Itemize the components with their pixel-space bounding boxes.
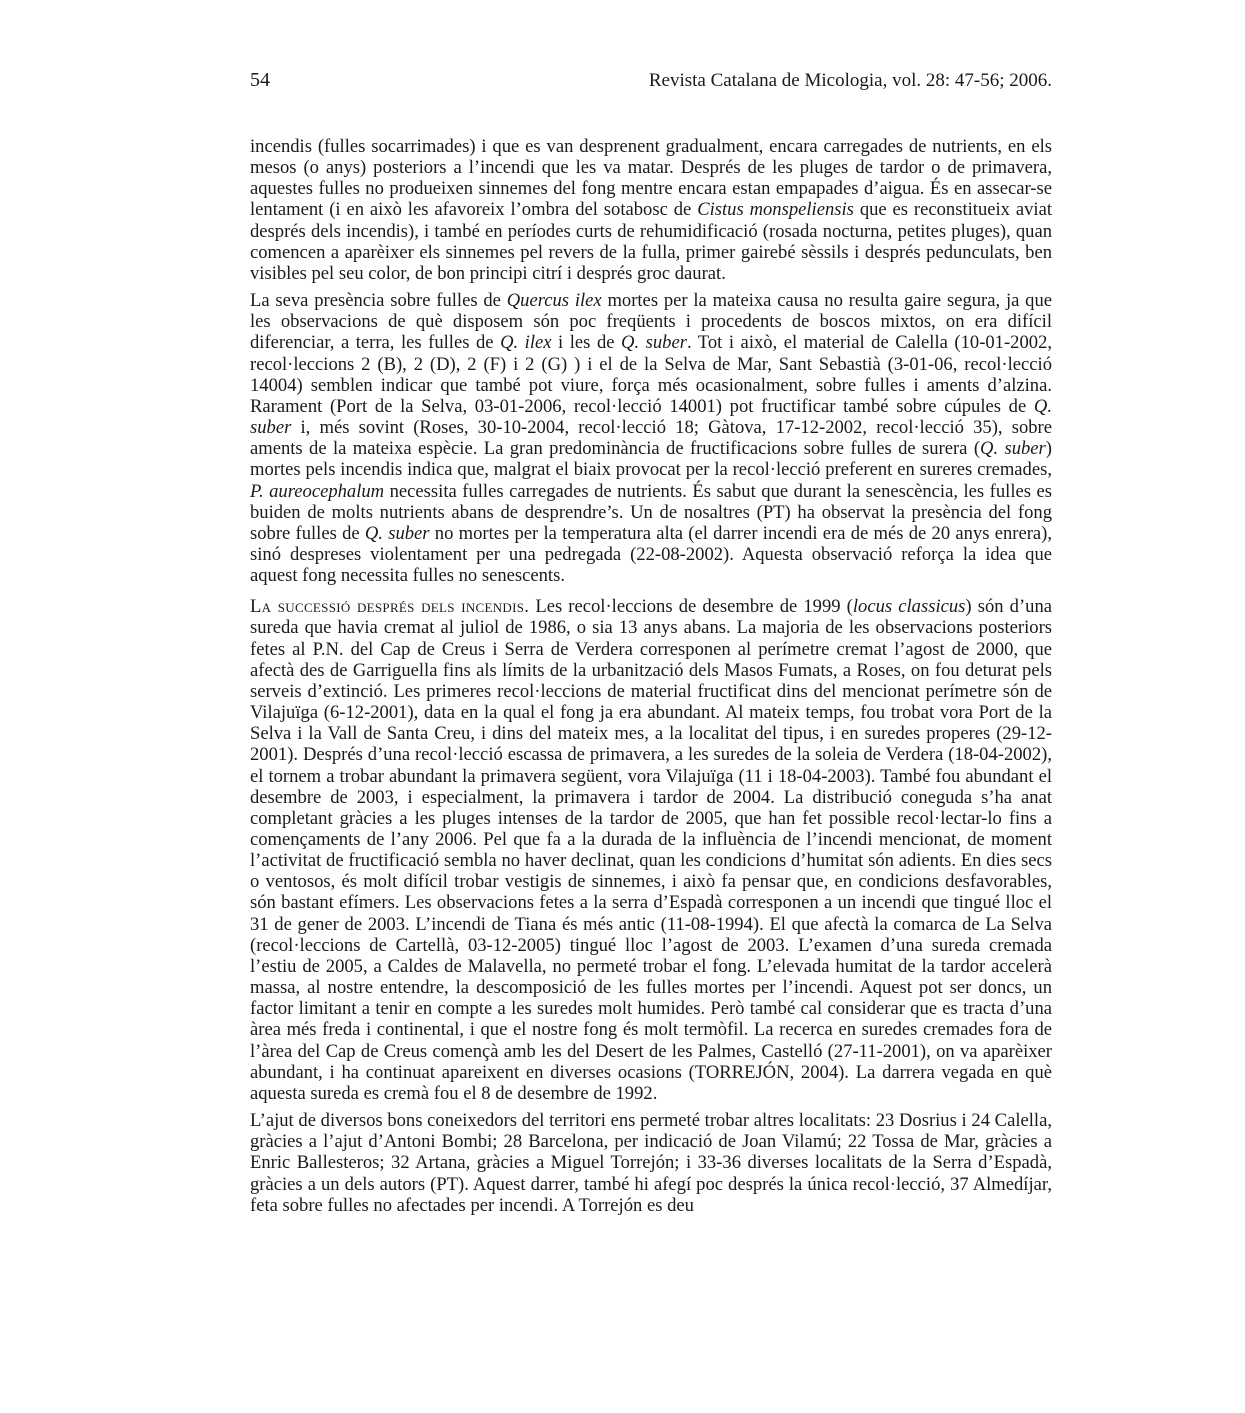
paragraph-1 [250, 136, 1052, 284]
paragraph-4 [250, 1110, 1052, 1216]
text-run: i les de [551, 332, 622, 354]
paragraph-2 [250, 290, 1052, 586]
italic-term: P. aureocephalum [250, 480, 385, 502]
italic-term: Q. suber [250, 395, 1052, 439]
text-run: mortes per la mateixa causa no resulta gaire segura, ja que les observacions de què disposem són poc freqüents i procedents de boscos mixtos, on era difícil diferenciar, a terra, les fulles de [250, 290, 1052, 354]
italic-term: Cistus monspeliensis [697, 199, 854, 221]
text-run: ) mortes pels incendis indica que, malgrat el biaix provocat per la recol·lecció preferent en sureres cremades, [250, 438, 1052, 481]
journal-citation: Revista Catalana de Micologia, vol. 28: 47-56; 2006. [648, 70, 1052, 91]
text-run: no mortes per la temperatura alta (el darrer incendi era de més de 20 anys enrera), sinó despreses violentament per una pedregada (22-08-2002). Aquesta observació reforça la idea que aquest fong necessita fulles no senescents. [250, 522, 1052, 587]
body-text [250, 136, 1052, 1216]
running-head [250, 68, 1052, 93]
text-run: ) són d’una sureda que havia cremat al juliol de 1986, o sia 13 anys abans. La majoria de les observacions posteriors fetes al P.N. del Cap de Creus i Serra de Verdera corresponen al perímetre cremat l’agost de 2000, que afectà des de Garriguella fins als límits de la urbanització dels Masos Fumats, a Roses, on fou deturat pels serveis d’extinció. Les primeres recol·leccions de material fructificat dins del mencionat perímetre són de Vilajuïga (6-12-2001), data en la qual el fong ja era abundant. Al mateix temps, fou trobat vora Port de la Selva i la Vall de Santa Creu, i dins del mateix mes, a la localitat del tipus, i en suredes properes (29-12-2001). Després d’una recol·lecció escassa de primavera, a les suredes de la soleia de Verdera (18-04-2002), el tornem a trobar abundant la primavera següent, vora Vilajuïga (11 i 18-04-2003). També fou abundant el desembre de 2003, i especialment, la primavera i tardor de 2004. La distribució coneguda s’ha anat completant gràcies a les pluges intenses de la tardor de 2005, que han fet possible recol·lectar-lo fins a començaments de l’any 2006. Pel que fa a la durada de la influència de l’incendi mencionat, de moment l’activitat de fructificació sembla no haver declinat, quan les condicions d’humitat són adients. En dies secs o ventosos, és molt difícil trobar vestigis de sinnemes, i això fa pensar que, en condicions desfavorables, són bastant efímers. Les observacions fetes a la serra d’Espadà corresponen a un incendi que tingué lloc el 31 de gener de 2003. L’incendi de Tiana és més antic (11-08-1994). El que afectà la comarca de La Selva (recol·leccions de Cartellà, 03-12-2005) tingué lloc l’agost de 2003. L’examen d’una sureda cremada l’estiu de 2005, a Caldes de Malavella, no permeté trobar el fong. L’elevada humitat de la tardor accelerà massa, al nostre entendre, la descomposició de les fulles mortes per l’incendi. Aquest pot ser doncs, un factor limitant a tenir en compte a les suredes molt humides. Però també cal considerar que es tracta d’una àrea més freda i continental, i que el nostre fong és molt termòfil. La recerca en suredes cremades fora de l’àrea del Cap de Creus començà amb les del Desert de les Palmes, Castelló (27-11-2001), on va aparèixer abundant, i ha continuat apareixent en diverses ocasions (TORREJÓN, 2004). La darrera vegada en què aquesta sureda es cremà fou el 8 de desembre de 1992. [250, 596, 1052, 1104]
text-run: . Tot i això, el material de Calella (10-01-2002, recol·leccions 2 (B), 2 (D), 2 (F) i 2 (G) ) i el de la Selva de Mar, Sant Sebastià (3-01-06, recol·lecció 14004) semblen indicar que també pot viure, força més ocasionalment, sobre fulles i aments d’alzina. Rarament (Port de la Selva, 03-01-2006, recol·lecció 14001) pot fructificar també sobre cúpules de [250, 332, 1053, 417]
italic-term: Q. suber [980, 438, 1046, 460]
text-run: Les recol·leccions de desembre de 1999 ( [529, 596, 853, 618]
page [250, 68, 1052, 1216]
italic-term: Q. suber [364, 522, 430, 544]
text-run: incendis (fulles socarrimades) i que es van desprenent gradualment, encara carregades de nutrients, en els mesos (o anys) posteriors a l’incendi que les va matar. Després de les pluges de tardor o de primavera, aquestes fulles no produeixen sinnemes del fong mentre encara estan empapades d’aigua. És en assecar-se lentament (i en això les afavoreix l’ombra del sotabosc de [250, 136, 1052, 221]
text-run: L’ajut de diversos bons coneixedors del territori ens permeté trobar altres localitats: 23 Dosrius i 24 Calella, gràcies a l’ajut d’Antoni Bombi; 28 Barcelona, per indicació de Joan Vilamú; 22 Tossa de Mar, gràcies a Enric Ballesteros; 32 Artana, gràcies a Miguel Torrejón; i 33-36 diverses localitats de la Serra d’Espadà, gràcies a un dels autors (PT). Aquest darrer, també hi afegí poc després la única recol·lecció, 37 Almedíjar, feta sobre fulles no afectades per incendi. A Torrejón es deu [250, 1110, 1052, 1216]
italic-term: Q. suber [621, 332, 687, 354]
italic-term: Quercus ilex [506, 290, 602, 312]
text-run: La seva presència sobre fulles de [250, 290, 507, 312]
paragraph-3-succession-section [250, 596, 1052, 1104]
italic-term: locus classicus [852, 596, 966, 618]
text-run: i, més sovint (Roses, 30-10-2004, recol·lecció 18; Gàtova, 17-12-2002, recol·lecció 35), sobre aments de la mateixa espècie. La gran predominància de fructificacions sobre fulles de surera ( [250, 417, 1052, 460]
text-run: que es reconstitueix aviat després dels incendis), i també en períodes curts de rehumidificació (rosada nocturna, petites pluges), quan comencen a aparèixer els sinnemes pel revers de la fulla, primer gairebé sèssils i després pedunculats, ben visibles pel seu color, de bon principi citrí i després groc daurat. [250, 199, 1053, 284]
italic-term: Q. ilex [500, 332, 552, 354]
section-title: La successió després dels incendis. [250, 596, 530, 618]
page-number: 54 [250, 69, 270, 91]
text-run: necessita fulles carregades de nutrients. És sabut que durant la senescència, les fulles es buiden de molts nutrients abans de desprendre’s. Un de nosaltres (PT) ha observat la presència del fong sobre fulles de [250, 480, 1053, 544]
